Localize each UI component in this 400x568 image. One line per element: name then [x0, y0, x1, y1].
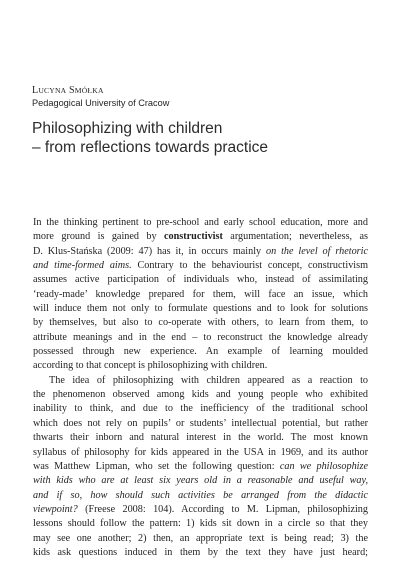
- text-line: kids ask questions induced in them by the text they have just heard;: [33, 546, 368, 558]
- emphasis-text: and if so, how should such activities be arranged from the didactic: [33, 489, 368, 501]
- text-line: In the thinking pertinent to pre-school and early school education, more and: [33, 217, 368, 228]
- text-line: [33, 245, 368, 259]
- text-line: [33, 474, 368, 488]
- paragraph-1: [33, 216, 368, 374]
- text-line: the phenomenon observed among kids and young people who exhibited: [33, 389, 368, 401]
- text-line: according to that concept is philosophizing with children.: [33, 360, 268, 372]
- text-run: was Matthew Lipman, who set the following question:: [33, 460, 280, 472]
- text-line: assumes active participation of individuals who, instead of assimilating: [33, 274, 368, 286]
- author-name: [32, 85, 169, 97]
- title-line-2: – from reflections towards practice: [32, 139, 269, 156]
- text-run: argumentation; nevertheless, as: [222, 231, 368, 243]
- emphasis-text: viewpoint?: [33, 503, 78, 515]
- paragraph-2: [33, 374, 368, 560]
- term-constructivist: constructivist: [164, 231, 223, 243]
- text-line: possessed through new experience. An example of learning moulded: [33, 346, 368, 358]
- text-line: may see one another; 2) then, an appropriate text is being read; 3) the: [33, 532, 368, 544]
- author-last-initial: S: [69, 85, 75, 96]
- text-run: Contrary to the behaviourist concept, constructivism: [131, 260, 368, 272]
- author-first-rest: UCYNA: [38, 86, 67, 95]
- text-run: more ground is gained by: [33, 231, 165, 243]
- text-line: [33, 503, 368, 517]
- text-line: by themselves, but also to co-operate with others, to learn from them, to: [33, 317, 368, 329]
- text-line: lessons should follow the pattern: 1) kids sit down in a circle so that they: [33, 518, 368, 530]
- emphasis-text: on the level of rhetoric: [266, 245, 368, 257]
- author-first-initial: L: [32, 85, 39, 96]
- text-line: which does not rely on pupils’ or students’ intellectual potential, but rather: [33, 417, 368, 429]
- text-line: [33, 259, 368, 273]
- text-line: will induce them not only to formulate questions and to look for solutions: [33, 303, 368, 315]
- emphasis-text: can we philosophize: [279, 460, 368, 472]
- text-line: The idea of philosophizing with children appeared as a reaction to: [49, 374, 368, 386]
- text-line: [33, 489, 368, 503]
- text-line: [33, 230, 368, 244]
- author-affiliation: Pedagogical University of Cracow: [32, 98, 170, 108]
- emphasis-text: with kids who are at least six years old in a reasonable and useful way,: [33, 475, 368, 487]
- text-run: (Freese 2008: 104). According to M. Lipman, philosophizing: [77, 503, 368, 515]
- title-line-1: Philosophizing with children: [32, 120, 223, 137]
- text-line: thwarts their inborn and natural interest in the world. The most known: [33, 432, 368, 444]
- text-line: syllabus of philosophy for kids appeared in the USA in 1969, and its author: [33, 446, 368, 458]
- text-line: attribute meanings and in the end – to reconstruct the knowledge already: [33, 331, 368, 343]
- text-run: D. Klus-Stańska (2009: 47) has it, in occurs mainly: [33, 245, 267, 257]
- text-line: ‘ready-made’ knowledge prepared for them, will face an issue, which: [33, 288, 368, 300]
- article-title: [32, 119, 268, 157]
- emphasis-text: and time-formed aims.: [33, 260, 132, 272]
- text-line: [33, 460, 368, 474]
- author-block: [32, 85, 169, 109]
- author-last-rest: MÓŁKA: [74, 86, 104, 95]
- text-line: inability to think, and due to the inefficiency of the traditional school: [33, 403, 368, 415]
- article-body: [33, 216, 368, 560]
